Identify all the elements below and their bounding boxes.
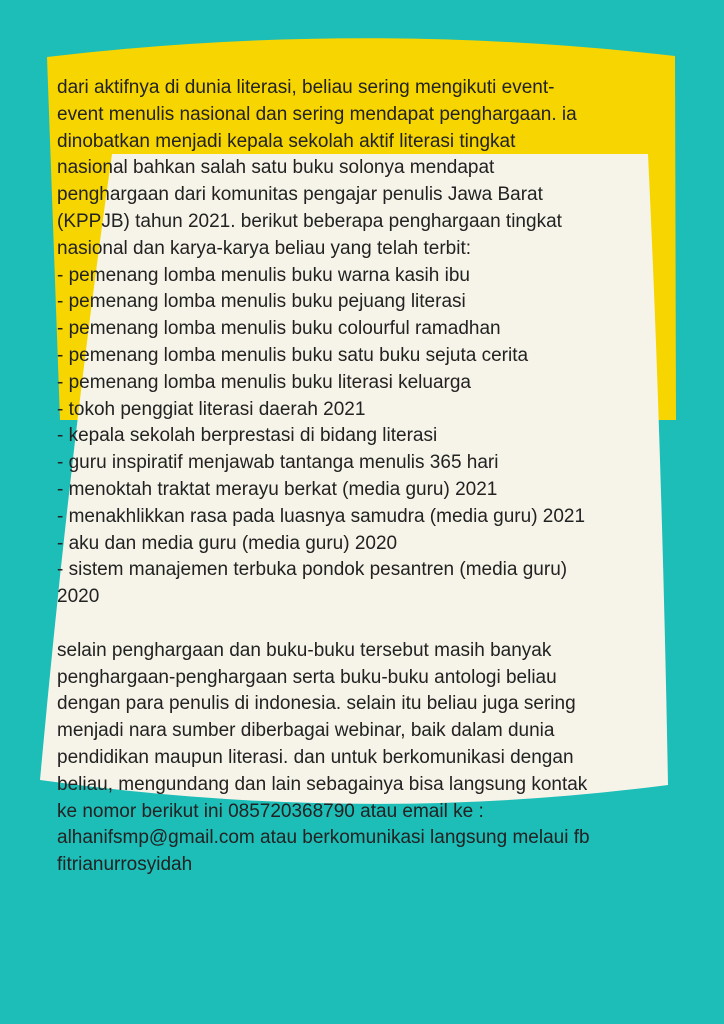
text-line: penghargaan dari komunitas pengajar penulis Jawa Barat xyxy=(57,184,543,206)
list-item: - aku dan media guru (media guru) 2020 xyxy=(57,532,398,554)
text-line: dari aktifnya di dunia literasi, beliau sering mengikuti event- xyxy=(57,77,555,98)
text-line: dinobatkan menjadi kepala sekolah aktif literasi tingkat xyxy=(57,130,516,152)
achievement-list xyxy=(57,263,590,611)
list-item: - menoktah traktat merayu berkat (media guru) 2021 xyxy=(57,478,498,500)
list-item: - tokoh penggiat literasi daerah 2021 xyxy=(57,398,366,420)
text-line: nasional dan karya-karya beliau yang telah terbit: xyxy=(57,237,472,259)
list-item: - pemenang lomba menulis buku warna kasih ibu xyxy=(57,264,470,286)
list-item: - pemenang lomba menulis buku satu buku sejuta cerita xyxy=(57,344,529,366)
list-item: - pemenang lomba menulis buku colourful ramadhan xyxy=(57,318,501,340)
list-item: 2020 xyxy=(57,586,100,608)
text-line: beliau, mengundang dan lain sebagainya bisa langsung kontak xyxy=(57,773,588,795)
text-line: menjadi nara sumber diberbagai webinar, baik dalam dunia xyxy=(57,720,555,742)
list-item: - pemenang lomba menulis buku pejuang literasi xyxy=(57,291,466,313)
text-line: (KPPJB) tahun 2021. berikut beberapa penghargaan tingkat xyxy=(57,210,562,232)
list-item: - guru inspiratif menjawab tantanga menulis 365 hari xyxy=(57,452,499,474)
text-line: penghargaan-penghargaan serta buku-buku antologi beliau xyxy=(57,666,557,688)
text-line: dengan para penulis di indonesia. selain itu beliau juga sering xyxy=(57,693,576,715)
list-item: - pemenang lomba menulis buku literasi keluarga xyxy=(57,371,472,393)
list-item: - sistem manajemen terbuka pondok pesantren (media guru) xyxy=(57,559,568,581)
text-line: nasional bahkan salah satu buku solonya mendapat xyxy=(57,157,495,179)
text-line: pendidikan maupun literasi. dan untuk berkomunikasi dengan xyxy=(57,746,574,768)
text-line: selain penghargaan dan buku-buku tersebut masih banyak xyxy=(57,639,552,661)
list-item: - kepala sekolah berprestasi di bidang literasi xyxy=(57,425,438,447)
list-item: - menakhlikkan rasa pada luasnya samudra (media guru) 2021 xyxy=(57,505,586,527)
text-line: ke nomor berikut ini 085720368790 atau email ke : xyxy=(57,800,484,822)
text-line: fitrianurrosyidah xyxy=(57,854,193,876)
closing-paragraph xyxy=(57,638,590,879)
text-line: alhanifsmp@gmail.com atau berkomunikasi langsung melaui fb xyxy=(57,827,590,849)
document-body xyxy=(57,75,590,879)
intro-paragraph xyxy=(57,75,590,263)
text-line: event menulis nasional dan sering mendapat penghargaan. ia xyxy=(57,103,577,125)
